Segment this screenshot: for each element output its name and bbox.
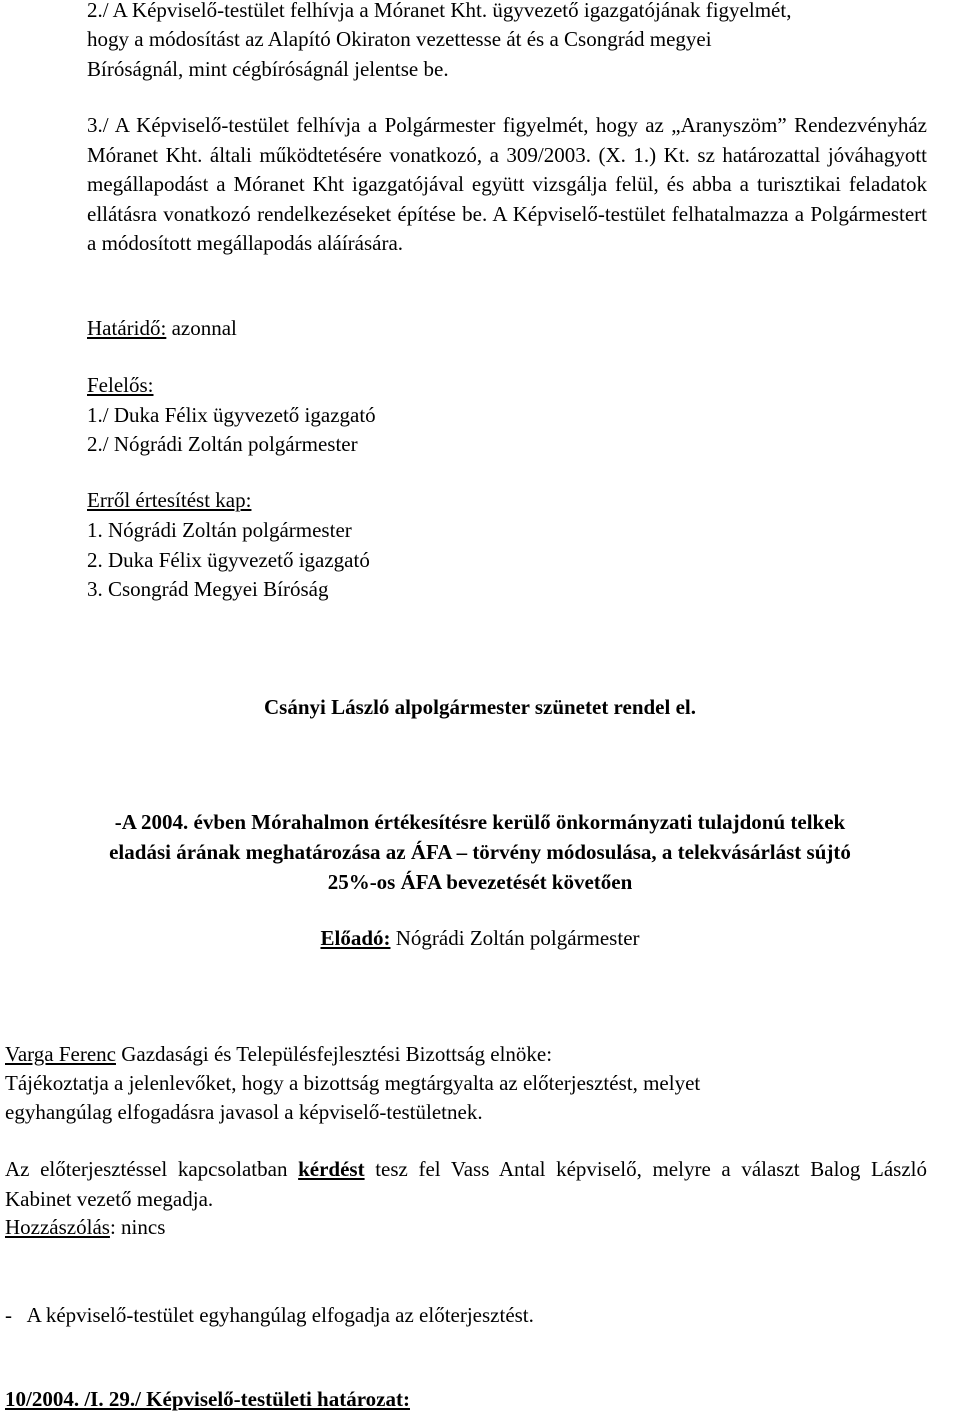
question-post: tesz fel Vass Antal képviselő, melyre a választ Balog László Kabinet vezető megadja. [5,1157,928,1211]
question-pre: Az előterjesztéssel kapcsolatban [5,1157,299,1181]
resolution-heading: 10/2004. /I. 29./ Képviselő-testületi határozat: [5,1387,410,1411]
deadline-line [87,314,237,344]
agenda-line2: eladási árának meghatározása az ÁFA – törvény módosulása, a telekvásárlást sújtó [109,840,851,864]
committee-line1 [5,1040,927,1070]
responsible-item: 1./ Duka Félix ügyvezető igazgató [87,403,376,427]
deadline-value: azonnal [166,316,237,340]
agenda-line3: 25%-os ÁFA bevezetését követően [327,870,633,894]
committee-role: Gazdasági és Településfejlesztési Bizottság elnöke: [115,1042,553,1066]
block2-line2: hogy a módosítást az Alapító Okiraton vezettesse át és a Csongrád megyei [87,27,712,51]
agenda-line1: -A 2004. évben Mórahalmon értékesítésre kerülő önkormányzati tulajdonú telkek [114,810,846,834]
block2-line3: Bíróságnál, mint cégbíróságnál jelentse be. [87,57,449,81]
committee-name: Varga Ferenc [5,1042,116,1066]
presenter-value: Nógrádi Zoltán polgármester [390,926,640,950]
block2-line1: 2./ A Képviselő-testület felhívja a Móranet Kht. ügyvezető igazgatójának figyelmét, [87,0,792,22]
committee-line2: Tájékoztatja a jelenlevőket, hogy a bizottság megtárgyalta az előterjesztést, melyet [5,1071,701,1095]
notified-item: 1. Nógrádi Zoltán polgármester [87,518,352,542]
presenter-label: Előadó: [320,926,391,950]
break-notice: Csányi László alpolgármester szünetet rendel el. [263,695,696,719]
notified-label: Erről értesítést kap: [87,488,252,512]
presenter-line [0,924,960,954]
deadline-label: Határidő: [87,316,167,340]
comment-line [5,1213,927,1243]
responsible-item: 2./ Nógrádi Zoltán polgármester [87,432,358,456]
comment-label: Hozzászólás [5,1215,110,1239]
vote-line: - A képviselő-testület egyhangúlag elfogadja az előterjesztést. [5,1303,534,1327]
responsible-label: Felelős: [87,373,154,397]
notified-item: 2. Duka Félix ügyvezető igazgató [87,548,370,572]
question-paragraph [5,1155,927,1214]
notified-item: 3. Csongrád Megyei Bíróság [87,577,329,601]
committee-line3: egyhangúlag elfogadásra javasol a képviselő-testületnek. [5,1100,483,1124]
block3-paragraph: 3./ A Képviselő-testület felhívja a Polgármester figyelmét, hogy az „Aranyszöm” Rendezvényház Móranet Kht. általi működtetésére vonatkozó, a 309/2003. (X. 1.) Kt. sz határozattal jóváhagyott megállapodást a Móranet Kht igazgatójával együtt vizsgálja felül, és abba a turisztikai feladatok ellátásra vonatkozó rendelkezéseket építése be. A Képviselő-testület felhatalmazza a Polgármestert a módosított megállapodás aláírására. [87,113,927,255]
question-bold: kérdést [298,1157,365,1181]
comment-value: : nincs [109,1215,166,1239]
